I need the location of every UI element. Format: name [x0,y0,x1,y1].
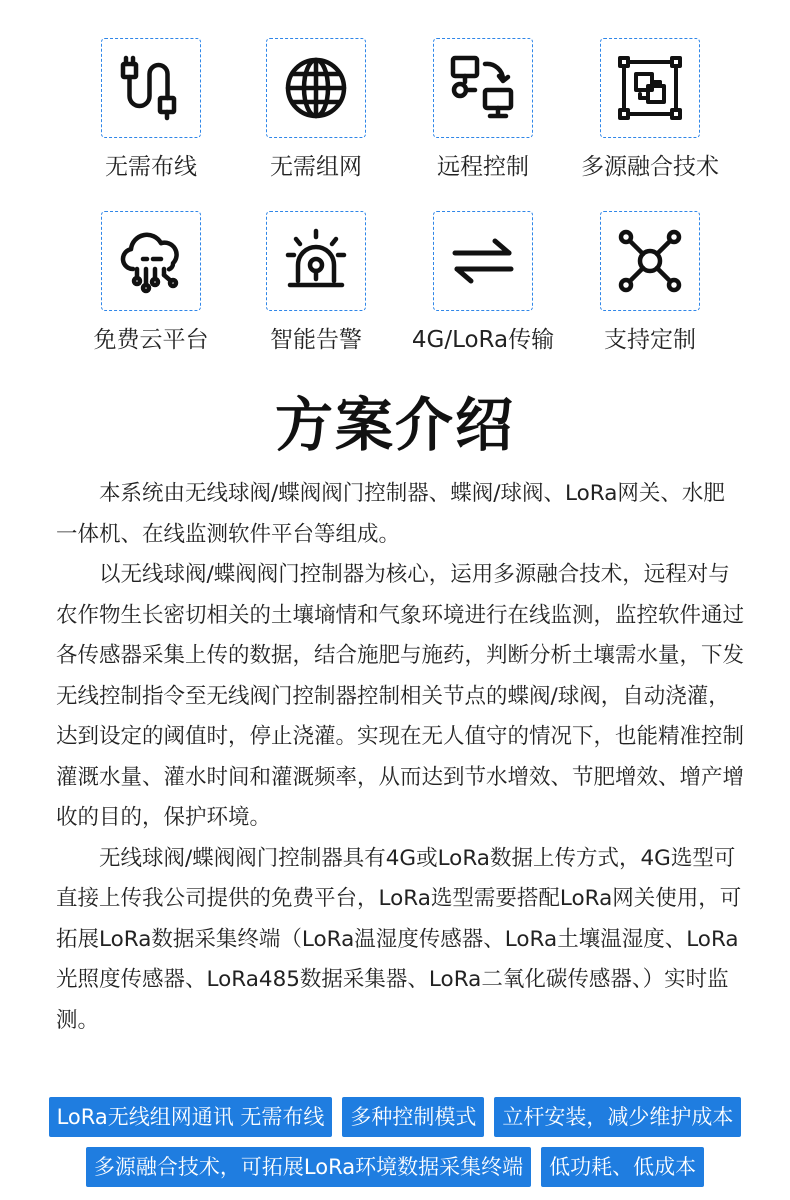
feature-tag: LoRa无线组网通讯 无需布线 [49,1097,333,1137]
cable-icon [101,38,201,138]
section-title: 方案介绍 [274,391,515,459]
cloud-icon [101,211,201,311]
feature-label: 无需布线 [105,154,197,180]
feature-label: 免费云平台 [93,327,209,353]
feature-label: 无需组网 [270,154,362,180]
globe-icon [266,38,366,138]
feature-tag: 多源融合技术，可拓展LoRa环境数据采集终端 [86,1147,531,1187]
tags-row [0,1097,790,1137]
tags-row [0,1147,790,1187]
feature-label: 远程控制 [437,154,529,180]
remote-control-icon [433,38,533,138]
feature-smart-alarm [231,211,401,355]
feature-transmission [398,211,568,355]
feature-label: 4G/LoRa传输 [411,327,555,353]
feature-label: 智能告警 [270,327,362,353]
alarm-icon [266,211,366,311]
feature-tag: 多种控制模式 [342,1097,484,1137]
feature-tag: 立杆安装，减少维护成本 [494,1097,741,1137]
intro-text [56,474,746,1041]
feature-label: 多源融合技术 [581,154,719,180]
feature-free-cloud [66,211,236,355]
feature-label: 支持定制 [604,327,696,353]
intro-paragraph: 无线球阀/蝶阀阀门控制器具有4G或LoRa数据上传方式，4G选型可直接上传我公司提供的免费平台，LoRa选型需要搭配LoRa网关使用，可拓展LoRa数据采集终端（LoRa温湿度传感器、LoRa土壤温湿度、LoRa光照度传感器、LoRa485数据采集器、LoRa二氧化碳传感器、）实时监测。 [56,845,742,1033]
feature-fusion [565,38,735,182]
feature-customization [565,211,735,355]
fusion-icon [600,38,700,138]
intro-paragraph: 本系统由无线球阀/蝶阀阀门控制器、蝶阀/球阀、LoRa网关、水肥一体机、在线监测软件平台等组成。 [56,481,725,547]
feature-no-wiring [66,38,236,182]
transfer-arrows-icon [433,211,533,311]
network-nodes-icon [600,211,700,311]
feature-remote-control [398,38,568,182]
intro-paragraph: 以无线球阀/蝶阀阀门控制器为核心，运用多源融合技术，远程对与农作物生长密切相关的土壤墒情和气象环境进行在线监测，监控软件通过各传感器采集上传的数据，结合施肥与施药，判断分析土壤需水量，下发无线控制指令至无线阀门控制器控制相关节点的蝶阀/球阀，自动浇灌，达到设定的阈值时，停止浇灌。实现在无人值守的情况下，也能精准控制灌溉水量、灌水时间和灌溉频率，从而达到节水增效、节肥增效、增产增收的目的，保护环境。 [56,562,745,830]
feature-tag: 低功耗、低成本 [541,1147,704,1187]
feature-no-networking [231,38,401,182]
